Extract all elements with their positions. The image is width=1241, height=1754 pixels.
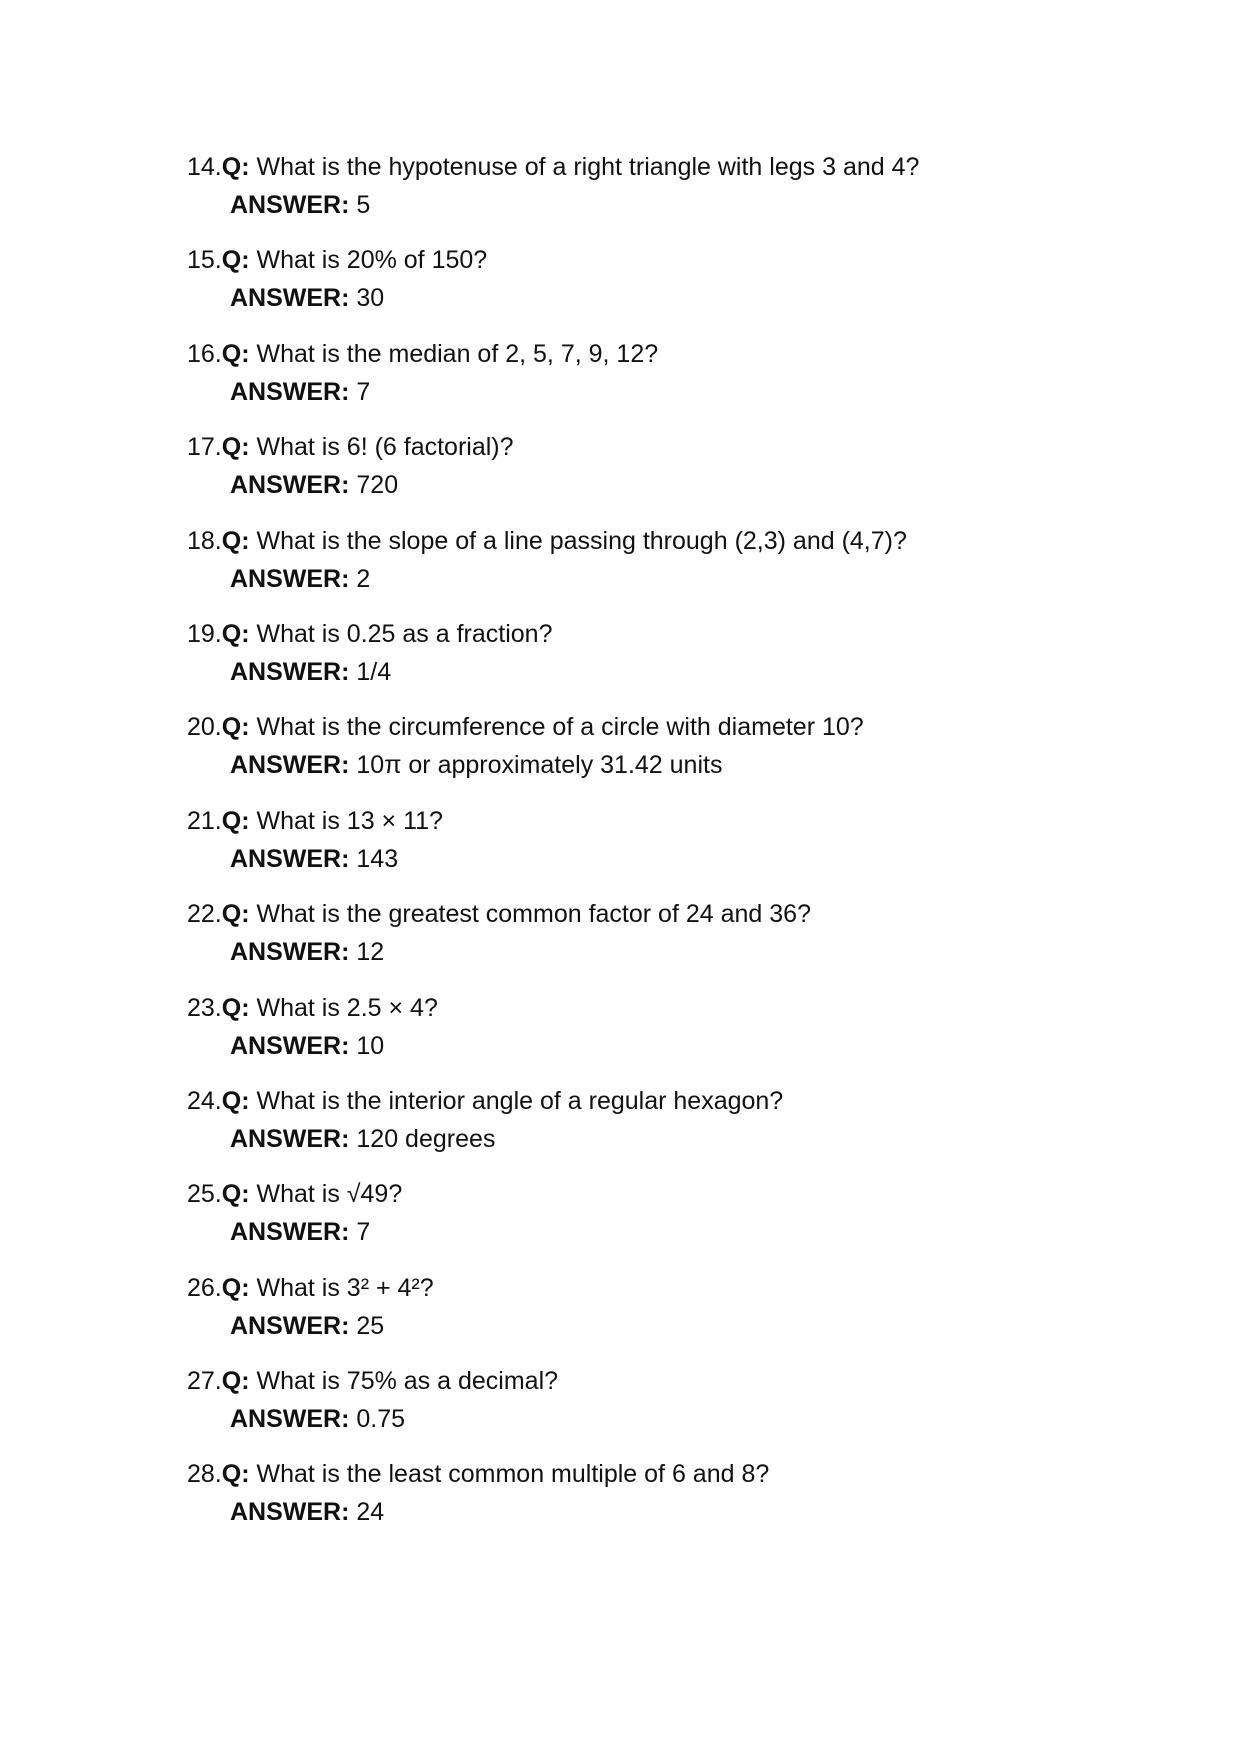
question-number: 19. — [187, 619, 222, 648]
answer-text: 12 — [356, 938, 385, 967]
question-text: What is the greatest common factor of 24 and 36? — [256, 900, 811, 929]
qa-item — [187, 1175, 1147, 1268]
question-label: Q: — [221, 1086, 250, 1115]
question-line — [187, 428, 1147, 466]
answer-label: ANSWER: — [230, 564, 350, 593]
question-number: 27. — [187, 1367, 222, 1396]
qa-item — [187, 428, 1147, 521]
question-text: What is 13 × 11? — [256, 806, 443, 835]
question-line — [187, 895, 1147, 933]
question-text: What is 3² + 4²? — [256, 1273, 434, 1302]
answer-text: 720 — [356, 471, 399, 500]
answer-line — [187, 746, 1147, 784]
qa-item — [187, 1269, 1147, 1362]
answer-line — [187, 1027, 1147, 1065]
question-label: Q: — [221, 1180, 250, 1209]
answer-label: ANSWER: — [230, 377, 350, 406]
question-text: What is 20% of 150? — [256, 246, 488, 275]
question-line — [187, 148, 1147, 186]
answer-line — [187, 1213, 1147, 1251]
answer-text: 25 — [356, 1311, 385, 1340]
answer-text: 30 — [356, 284, 385, 313]
question-label: Q: — [221, 1273, 250, 1302]
answer-label: ANSWER: — [230, 1498, 350, 1527]
question-label: Q: — [221, 526, 250, 555]
question-label: Q: — [221, 713, 250, 742]
question-text: What is 2.5 × 4? — [256, 993, 438, 1022]
answer-text: 24 — [356, 1498, 385, 1527]
answer-label: ANSWER: — [230, 844, 350, 873]
qa-item — [187, 989, 1147, 1082]
question-number: 14. — [187, 153, 222, 181]
qa-item — [187, 615, 1147, 708]
question-label: Q: — [221, 153, 250, 181]
question-text: What is the least common multiple of 6 and 8? — [256, 1460, 770, 1489]
answer-label: ANSWER: — [230, 1124, 350, 1153]
question-label: Q: — [221, 1367, 250, 1396]
answer-line — [187, 1493, 1147, 1531]
qa-item — [187, 802, 1147, 895]
question-number: 17. — [187, 433, 222, 462]
question-line — [187, 802, 1147, 840]
answer-text: 120 degrees — [356, 1124, 496, 1153]
answer-label: ANSWER: — [230, 657, 350, 686]
answer-line — [187, 933, 1147, 971]
answer-text: 10π or approximately 31.42 units — [356, 751, 723, 780]
answer-text: 143 — [356, 844, 399, 873]
question-label: Q: — [221, 246, 250, 275]
question-label: Q: — [221, 1460, 250, 1489]
answer-line — [187, 373, 1147, 411]
qa-item — [187, 522, 1147, 615]
qa-item — [187, 708, 1147, 801]
question-label: Q: — [221, 900, 250, 929]
qa-item — [187, 895, 1147, 988]
question-text: What is the slope of a line passing through (2,3) and (4,7)? — [256, 526, 907, 555]
qa-item — [187, 1362, 1147, 1455]
question-text: What is the interior angle of a regular hexagon? — [256, 1086, 784, 1115]
question-line — [187, 708, 1147, 746]
question-number: 25. — [187, 1180, 222, 1209]
question-text: What is 0.25 as a fraction? — [256, 619, 553, 648]
answer-text: 5 — [356, 191, 371, 219]
qa-item — [187, 241, 1147, 334]
question-text: What is 75% as a decimal? — [256, 1367, 559, 1396]
answer-line — [187, 653, 1147, 691]
answer-label: ANSWER: — [230, 471, 350, 500]
answer-line — [187, 1307, 1147, 1345]
question-line — [187, 1082, 1147, 1120]
question-answer-list — [187, 148, 1147, 1549]
answer-text: 7 — [356, 377, 371, 406]
question-line — [187, 1175, 1147, 1213]
question-text: What is the circumference of a circle with diameter 10? — [256, 713, 864, 742]
answer-text: 0.75 — [356, 1405, 406, 1434]
question-line — [187, 1455, 1147, 1493]
answer-text: 2 — [356, 564, 371, 593]
question-number: 22. — [187, 900, 222, 929]
answer-line — [187, 466, 1147, 504]
answer-line — [187, 279, 1147, 317]
question-line — [187, 522, 1147, 560]
question-line — [187, 335, 1147, 373]
answer-line — [187, 186, 1147, 224]
answer-line — [187, 560, 1147, 598]
question-label: Q: — [221, 433, 250, 462]
answer-label: ANSWER: — [230, 284, 350, 313]
answer-label: ANSWER: — [230, 1311, 350, 1340]
qa-item — [187, 148, 1147, 241]
answer-text: 10 — [356, 1031, 385, 1060]
question-number: 15. — [187, 246, 222, 275]
answer-label: ANSWER: — [230, 938, 350, 967]
question-label: Q: — [221, 806, 250, 835]
qa-item — [187, 1455, 1147, 1548]
answer-line — [187, 1400, 1147, 1438]
question-line — [187, 1269, 1147, 1307]
question-text: What is 6! (6 factorial)? — [256, 433, 514, 462]
answer-label: ANSWER: — [230, 191, 350, 219]
question-number: 21. — [187, 806, 222, 835]
qa-item — [187, 1082, 1147, 1175]
answer-text: 7 — [356, 1218, 371, 1247]
question-number: 24. — [187, 1086, 222, 1115]
question-number: 26. — [187, 1273, 222, 1302]
question-text: What is the hypotenuse of a right triangle with legs 3 and 4? — [256, 153, 920, 181]
question-number: 23. — [187, 993, 222, 1022]
question-line — [187, 241, 1147, 279]
question-text: What is the median of 2, 5, 7, 9, 12? — [256, 339, 659, 368]
qa-item — [187, 335, 1147, 428]
question-number: 18. — [187, 526, 222, 555]
question-line — [187, 1362, 1147, 1400]
answer-label: ANSWER: — [230, 751, 350, 780]
question-label: Q: — [221, 339, 250, 368]
question-line — [187, 615, 1147, 653]
question-label: Q: — [221, 619, 250, 648]
question-number: 16. — [187, 339, 222, 368]
question-number: 20. — [187, 713, 222, 742]
answer-text: 1/4 — [356, 657, 392, 686]
question-line — [187, 989, 1147, 1027]
answer-label: ANSWER: — [230, 1405, 350, 1434]
question-number: 28. — [187, 1460, 222, 1489]
answer-label: ANSWER: — [230, 1218, 350, 1247]
answer-label: ANSWER: — [230, 1031, 350, 1060]
question-text: What is √49? — [256, 1180, 403, 1209]
question-label: Q: — [221, 993, 250, 1022]
answer-line — [187, 840, 1147, 878]
answer-line — [187, 1120, 1147, 1158]
